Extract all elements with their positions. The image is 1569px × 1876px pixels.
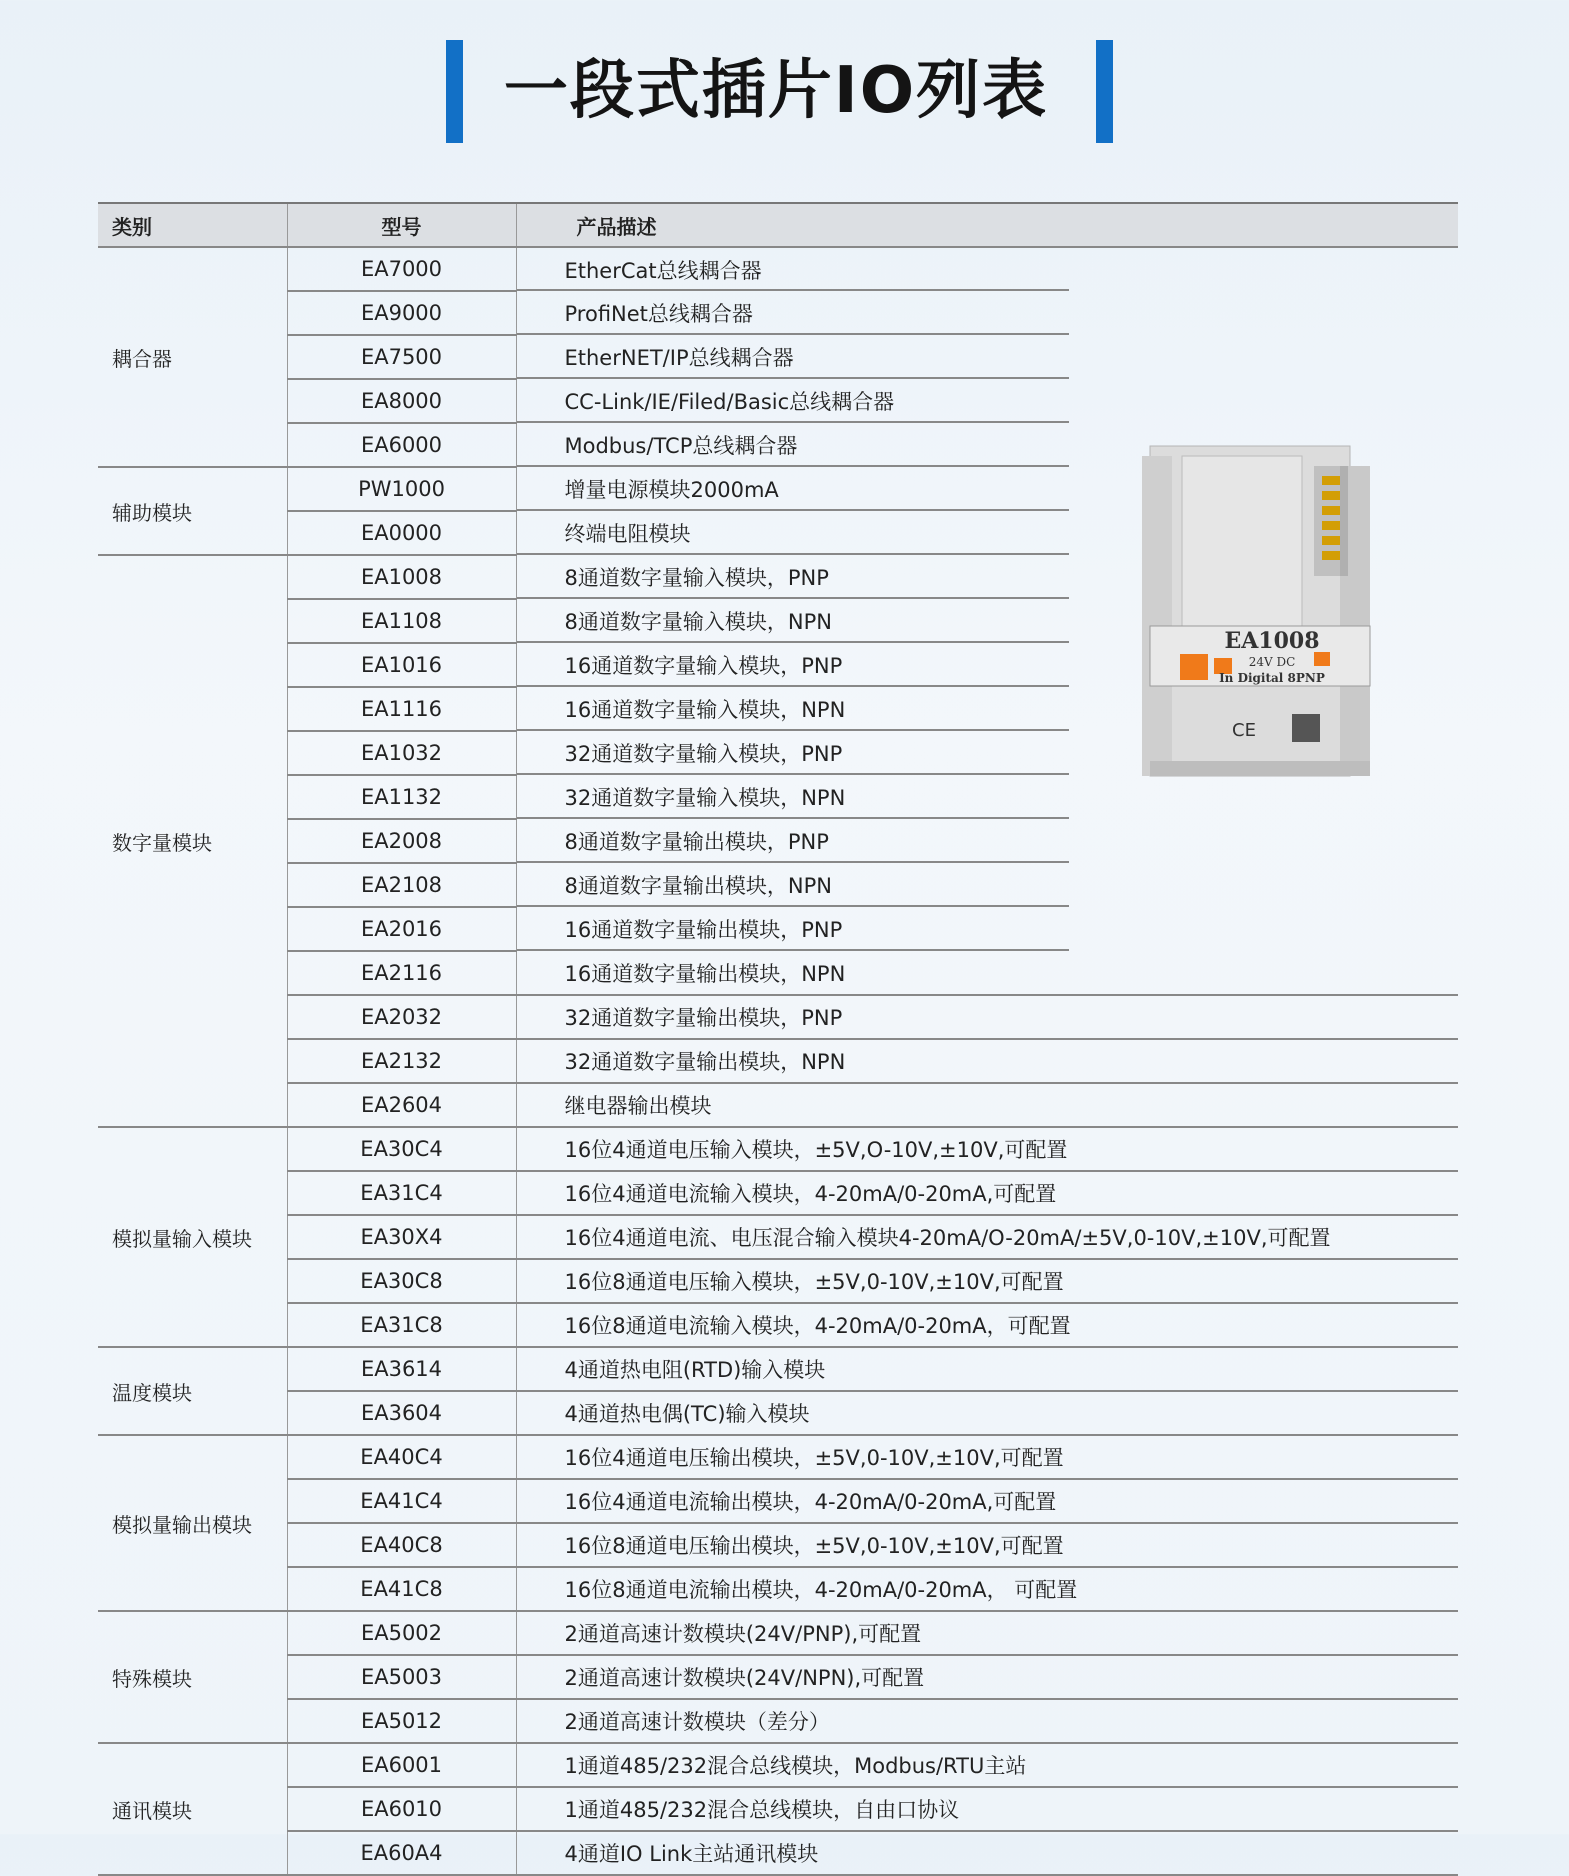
table-row xyxy=(98,1303,1458,1347)
model-cell: EA2116 xyxy=(287,951,516,995)
table-row xyxy=(98,995,1458,1039)
model-cell: EA5012 xyxy=(287,1699,516,1743)
category-cell: 模拟量输入模块 xyxy=(98,1127,287,1347)
description-cell: 16通道数字量输出模块，NPN xyxy=(516,951,1458,995)
model-cell: EA41C4 xyxy=(287,1479,516,1523)
description-cell: 8通道数字量输入模块，NPN xyxy=(516,599,1458,643)
description-cell: Modbus/TCP总线耦合器 xyxy=(516,423,1458,467)
model-cell: EA31C8 xyxy=(287,1303,516,1347)
description-cell: 32通道数字量输入模块，NPN xyxy=(516,775,1458,819)
model-cell: EA6001 xyxy=(287,1743,516,1787)
category-cell: 温度模块 xyxy=(98,1347,287,1435)
table-row xyxy=(98,863,1458,907)
title-accent-bar-right xyxy=(1096,40,1113,143)
table-row xyxy=(98,1259,1458,1303)
model-cell: EA60A4 xyxy=(287,1831,516,1875)
header-category: 类别 xyxy=(98,203,287,247)
product-label-voltage: 24V DC xyxy=(1248,655,1296,669)
category-cell: 耦合器 xyxy=(98,247,287,467)
ce-mark-icon: CE xyxy=(1232,720,1256,741)
model-cell: EA3604 xyxy=(287,1391,516,1435)
table-row xyxy=(98,819,1458,863)
table-row xyxy=(98,291,1458,335)
description-cell: 4通道IO Link主站通讯模块 xyxy=(516,1831,1458,1875)
table-row xyxy=(98,247,1458,291)
table-row xyxy=(98,1215,1458,1259)
model-cell: EA6000 xyxy=(287,423,516,467)
table-row xyxy=(98,1787,1458,1831)
table-row xyxy=(98,1171,1458,1215)
model-cell: EA3614 xyxy=(287,1347,516,1391)
model-cell: EA30C4 xyxy=(287,1127,516,1171)
description-cell: ProfiNet总线耦合器 xyxy=(516,291,1458,335)
category-cell: 通讯模块 xyxy=(98,1743,287,1875)
description-cell: 16位8通道电压输入模块，±5V,0-10V,±10V,可配置 xyxy=(516,1259,1458,1303)
description-cell: 16位4通道电流输入模块，4-20mA/0-20mA,可配置 xyxy=(516,1171,1458,1215)
description-cell: 8通道数字量输出模块，NPN xyxy=(516,863,1458,907)
model-cell: EA7000 xyxy=(287,247,516,291)
table-row xyxy=(98,1039,1458,1083)
table-row xyxy=(98,951,1458,995)
table-row xyxy=(98,1347,1458,1391)
model-cell: EA5003 xyxy=(287,1655,516,1699)
table-row xyxy=(98,1127,1458,1171)
description-cell: 1通道485/232混合总线模块，自由口协议 xyxy=(516,1787,1458,1831)
description-cell: 8通道数字量输入模块，PNP xyxy=(516,555,1458,599)
description-cell: 16位8通道电流输入模块，4-20mA/0-20mA，可配置 xyxy=(516,1303,1458,1347)
model-cell: EA0000 xyxy=(287,511,516,555)
description-cell: CC-Link/IE/Filed/Basic总线耦合器 xyxy=(516,379,1458,423)
table-row xyxy=(98,1083,1458,1127)
model-cell: EA7500 xyxy=(287,335,516,379)
model-cell: EA8000 xyxy=(287,379,516,423)
description-cell: 继电器输出模块 xyxy=(516,1083,1458,1127)
description-cell: 2通道高速计数模块(24V/NPN),可配置 xyxy=(516,1655,1458,1699)
header-model: 型号 xyxy=(287,203,516,247)
table-header-row xyxy=(98,203,1458,247)
module-product-image xyxy=(1142,436,1380,786)
description-cell: 16通道数字量输入模块，NPN xyxy=(516,687,1458,731)
model-cell: EA40C8 xyxy=(287,1523,516,1567)
qr-code-icon xyxy=(1292,714,1320,742)
table-row xyxy=(98,1391,1458,1435)
table-row xyxy=(98,1831,1458,1875)
description-cell: 增量电源模块2000mA xyxy=(516,467,1458,511)
description-cell: 1通道485/232混合总线模块，Modbus/RTU主站 xyxy=(516,1743,1458,1787)
model-cell: EA5002 xyxy=(287,1611,516,1655)
product-label-model: EA1008 xyxy=(1224,628,1320,654)
product-label-type: In Digital 8PNP xyxy=(1219,671,1325,685)
model-cell: EA1132 xyxy=(287,775,516,819)
table-row xyxy=(98,379,1458,423)
model-cell: EA2132 xyxy=(287,1039,516,1083)
description-cell: 4通道热电阻(RTD)输入模块 xyxy=(516,1347,1458,1391)
table-row xyxy=(98,1435,1458,1479)
table-row xyxy=(98,1479,1458,1523)
model-cell: EA30X4 xyxy=(287,1215,516,1259)
description-cell: EtherCat总线耦合器 xyxy=(516,247,1458,291)
table-row xyxy=(98,1699,1458,1743)
category-cell: 特殊模块 xyxy=(98,1611,287,1743)
table-row xyxy=(98,1655,1458,1699)
model-cell: EA31C4 xyxy=(287,1171,516,1215)
description-cell: 16通道数字量输出模块，PNP xyxy=(516,907,1458,951)
model-cell: EA1108 xyxy=(287,599,516,643)
description-cell: 8通道数字量输出模块，PNP xyxy=(516,819,1458,863)
description-cell: 16位4通道电压输入模块，±5V,O-10V,±10V,可配置 xyxy=(516,1127,1458,1171)
title-accent-bar-left xyxy=(446,40,463,143)
header-description: 产品描述 xyxy=(516,203,1458,247)
table-row xyxy=(98,1743,1458,1787)
model-cell: EA9000 xyxy=(287,291,516,335)
table-row xyxy=(98,1567,1458,1611)
model-cell: EA6010 xyxy=(287,1787,516,1831)
description-cell: 32通道数字量输出模块，NPN xyxy=(516,1039,1458,1083)
model-cell: EA2032 xyxy=(287,995,516,1039)
category-cell: 数字量模块 xyxy=(98,555,287,1127)
model-cell: EA2016 xyxy=(287,907,516,951)
description-cell: 16位8通道电压输出模块，±5V,0-10V,±10V,可配置 xyxy=(516,1523,1458,1567)
description-cell: 32通道数字量输出模块，PNP xyxy=(516,995,1458,1039)
model-cell: PW1000 xyxy=(287,467,516,511)
table-row xyxy=(98,1611,1458,1655)
category-cell: 辅助模块 xyxy=(98,467,287,555)
description-cell: 16位8通道电流输出模块，4-20mA/0-20mA， 可配置 xyxy=(516,1567,1458,1611)
description-cell: 32通道数字量输入模块，PNP xyxy=(516,731,1458,775)
description-cell: 16位4通道电流、电压混合输入模块4-20mA/O-20mA/±5V,0-10V,±10V,可配置 xyxy=(516,1215,1458,1259)
model-cell: EA40C4 xyxy=(287,1435,516,1479)
model-cell: EA2108 xyxy=(287,863,516,907)
description-cell: 16通道数字量输入模块，PNP xyxy=(516,643,1458,687)
description-cell: 16位4通道电流输出模块，4-20mA/0-20mA,可配置 xyxy=(516,1479,1458,1523)
model-cell: EA30C8 xyxy=(287,1259,516,1303)
category-cell: 模拟量输出模块 xyxy=(98,1435,287,1611)
table-row xyxy=(98,1523,1458,1567)
model-cell: EA41C8 xyxy=(287,1567,516,1611)
page-title: 一段式插片IO列表 xyxy=(503,54,1049,128)
model-cell: EA1032 xyxy=(287,731,516,775)
model-cell: EA1116 xyxy=(287,687,516,731)
description-cell: 4通道热电偶(TC)输入模块 xyxy=(516,1391,1458,1435)
table-row xyxy=(98,907,1458,951)
table-row xyxy=(98,335,1458,379)
title-area xyxy=(0,40,1569,150)
description-cell: 2通道高速计数模块(24V/PNP),可配置 xyxy=(516,1611,1458,1655)
description-cell: 2通道高速计数模块（差分） xyxy=(516,1699,1458,1743)
description-cell: EtherNET/IP总线耦合器 xyxy=(516,335,1458,379)
description-cell: 16位4通道电压输出模块，±5V,0-10V,±10V,可配置 xyxy=(516,1435,1458,1479)
model-cell: EA2008 xyxy=(287,819,516,863)
model-cell: EA1008 xyxy=(287,555,516,599)
model-cell: EA1016 xyxy=(287,643,516,687)
model-cell: EA2604 xyxy=(287,1083,516,1127)
description-cell: 终端电阻模块 xyxy=(516,511,1458,555)
